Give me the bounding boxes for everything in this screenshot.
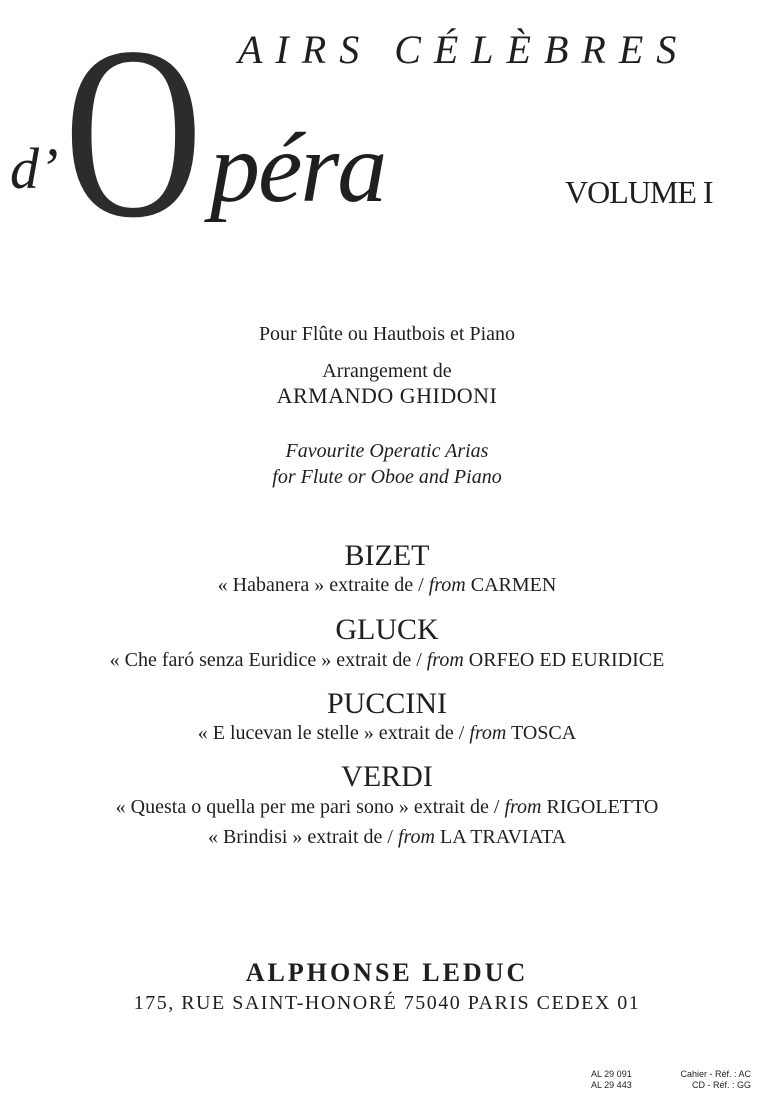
volume-label: VOLUME I	[565, 174, 713, 210]
aria-from: from	[397, 826, 435, 848]
aria-from: from	[469, 722, 507, 744]
instrumentation-fr: Pour Flûte ou Hautbois et Piano	[258, 323, 516, 345]
catalog-codes	[591, 1069, 632, 1091]
aria-title: « Questa o quella per me pari sono » extrait de /	[115, 796, 505, 818]
opera-name: TOSCA	[506, 722, 577, 744]
arranger-name: ARMANDO GHIDONI	[276, 383, 498, 408]
composer-heading: PUCCINI	[326, 687, 447, 720]
catalog-code: AL 29 091	[591, 1069, 632, 1079]
composer-heading: BIZET	[344, 539, 430, 572]
aria-title: « Habanera » extraite de /	[217, 574, 429, 596]
title-airs-celebres	[238, 27, 690, 72]
title-en-line1: Favourite Operatic Arias	[285, 440, 489, 462]
title-word-airs: AIRS	[238, 27, 373, 72]
opera-name: LA TRAVIATA	[435, 826, 567, 848]
aria-title: « E lucevan le stelle » extrait de /	[197, 722, 470, 744]
aria-line	[0, 650, 774, 670]
title-en-line2: for Flute or Oboe and Piano	[272, 466, 502, 488]
reference-code: Cahier - Réf. : AC	[680, 1069, 751, 1079]
composer-heading: GLUCK	[335, 613, 439, 646]
aria-line	[0, 827, 774, 847]
title-d-apostrophe: d’	[10, 136, 59, 201]
publisher-name: ALPHONSE LEDUC	[245, 958, 529, 987]
opera-name: RIGOLETTO	[541, 796, 659, 818]
aria-title: « Brindisi » extrait de /	[207, 826, 398, 848]
aria-title: « Che faró senza Euridice » extrait de /	[109, 649, 427, 671]
opera-name: ORFEO ED EURIDICE	[463, 649, 665, 671]
publisher-address: 175, RUE SAINT-HONORÉ 75040 PARIS CEDEX 01	[133, 992, 641, 1014]
aria-line	[0, 575, 774, 595]
title-letter-o: O	[64, 0, 203, 269]
reference-codes	[651, 1069, 751, 1091]
aria-from: from	[428, 574, 466, 596]
reference-code: CD - Réf. : GG	[691, 1080, 751, 1090]
aria-from: from	[504, 796, 542, 818]
opera-name: CARMEN	[465, 574, 557, 596]
catalog-code: AL 29 443	[591, 1080, 632, 1090]
aria-line	[0, 723, 774, 743]
title-pera: péra	[210, 112, 386, 223]
aria-line	[0, 797, 774, 817]
arrangement-label: Arrangement de	[322, 360, 452, 382]
composer-heading: VERDI	[341, 760, 433, 793]
aria-from: from	[426, 649, 464, 671]
title-word-celebres: CÉLÈBRES	[394, 27, 690, 72]
